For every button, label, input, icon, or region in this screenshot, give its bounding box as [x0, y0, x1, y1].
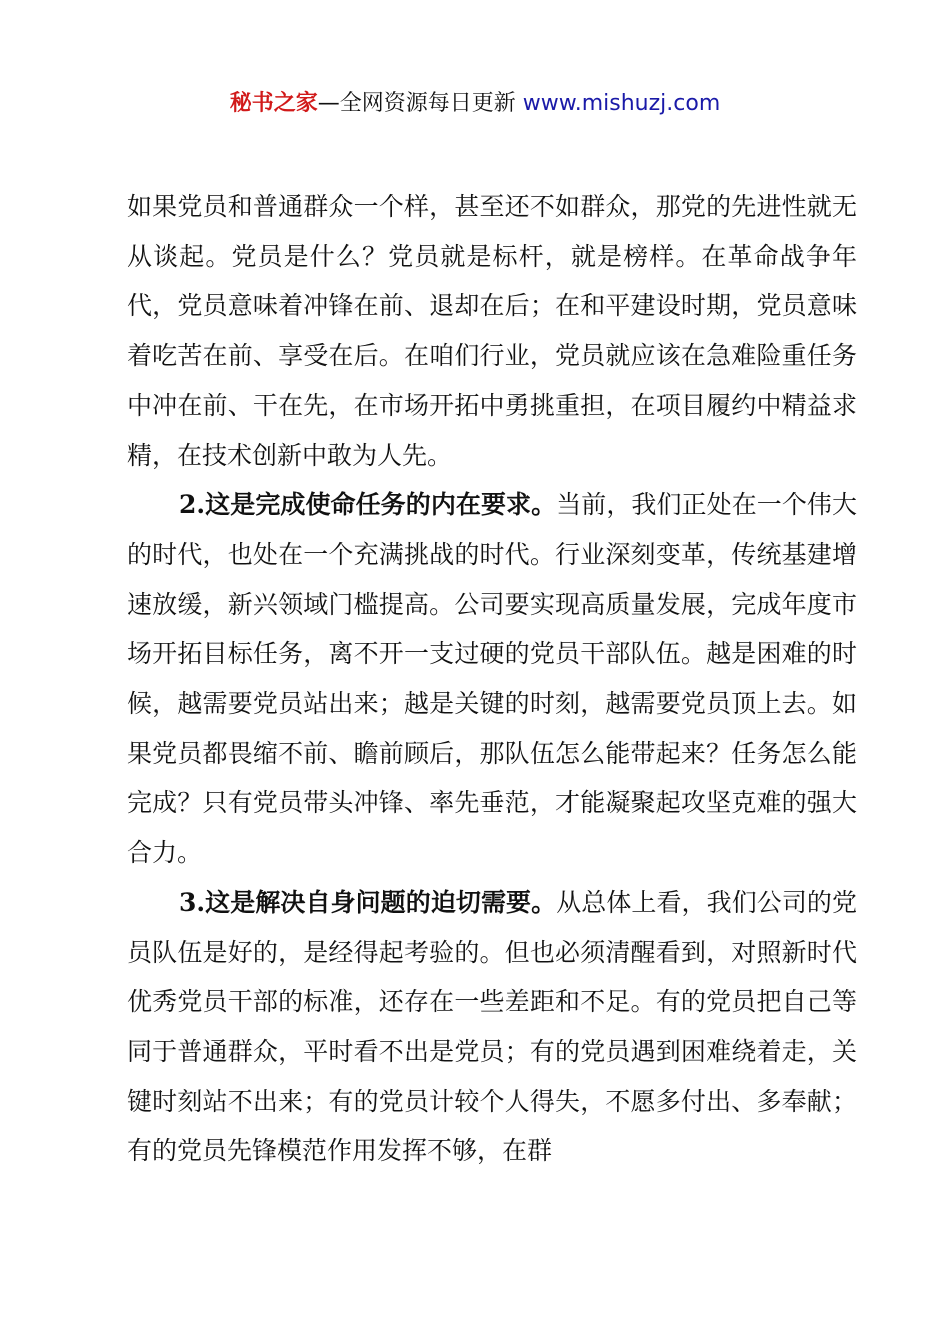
- section-number: 2.: [179, 490, 206, 520]
- section-heading: [179, 888, 556, 917]
- section-heading: [179, 490, 556, 519]
- site-header: [0, 86, 950, 122]
- document-body: [127, 182, 857, 1176]
- paragraph-2: [127, 480, 857, 878]
- paragraph-text: 从总体上看，我们公司的党员队伍是好的，是经得起考验的。但也必须清醒看到，对照新时代优秀党员干部的标准，还存在一些差距和不足。有的党员把自己等同于普通群众，平时看不出是党员；有的党员遇到困难绕着走，关键时刻站不出来；有的党员计较个人得失，不愿多付出、多奉献；有的党员先锋模范作用发挥不够，在群: [127, 887, 857, 1166]
- paragraph-1: [127, 182, 857, 480]
- brand-name: 秘书之家: [229, 91, 318, 116]
- section-heading-text: 这是解决自身问题的迫切需要。: [205, 887, 557, 917]
- paragraph-3: [127, 878, 857, 1176]
- site-url[interactable]: www.mishuzj.com: [522, 91, 721, 116]
- section-number: 3.: [179, 887, 206, 917]
- site-tagline: —全网资源每日更新: [317, 91, 523, 116]
- paragraph-text: 如果党员和普通群众一个样，甚至还不如群众，那党的先进性就无从谈起。党员是什么？党员就是标杆，就是榜样。在革命战争年代，党员意味着冲锋在前、退却在后；在和平建设时期，党员意味着吃苦在前、享受在后。在咱们行业，党员就应该在急难险重任务中冲在前、干在先，在市场开拓中勇挑重担，在项目履约中精益求精，在技术创新中敢为人先。: [127, 192, 857, 470]
- section-heading-text: 这是完成使命任务的内在要求。: [205, 490, 557, 520]
- paragraph-text: 当前，我们正处在一个伟大的时代，也处在一个充满挑战的时代。行业深刻变革，传统基建增速放缓，新兴领域门槛提高。公司要实现高质量发展，完成年度市场开拓目标任务，离不开一支过硬的党员干部队伍。越是困难的时候，越需要党员站出来；越是关键的时刻，越需要党员顶上去。如果党员都畏缩不前、瞻前顾后，那队伍怎么能带起来？任务怎么能完成？只有党员带头冲锋、率先垂范，才能凝聚起攻坚克难的强大合力。: [127, 490, 857, 868]
